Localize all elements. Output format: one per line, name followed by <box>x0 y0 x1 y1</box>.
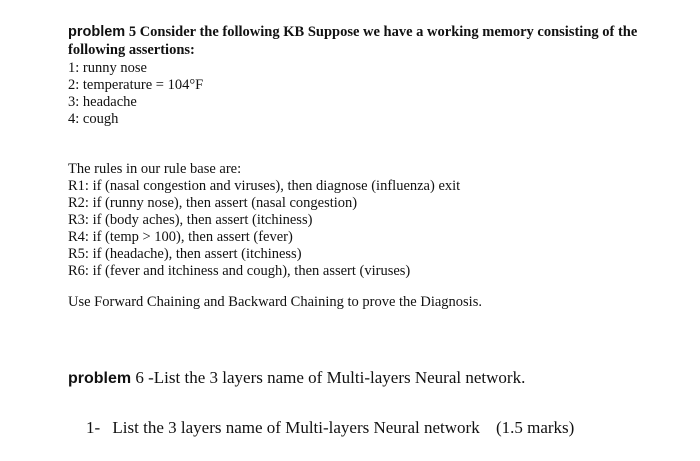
problem6-label: problem <box>68 370 132 387</box>
rule-r1: R1: if (nasal congestion and viruses), then diagnose (influenza) exit <box>68 178 461 194</box>
rule-r3: R3: if (body aches), then assert (itchiness) <box>68 212 313 228</box>
problem6-heading-text: 6 -List the 3 layers name of Multi-layers Neural network. <box>131 368 526 387</box>
problem6-item-text: List the 3 layers name of Multi-layers Neural network <box>112 418 480 437</box>
rule-r5: R5: if (headache), then assert (itchiness) <box>68 246 302 262</box>
rule-r4: R4: if (temp > 100), then assert (fever) <box>68 229 293 245</box>
assertion-3: 3: headache <box>68 94 137 110</box>
assertion-4: 4: cough <box>68 111 119 127</box>
rule-r2: R2: if (runny nose), then assert (nasal congestion) <box>68 195 358 211</box>
problem5-instruction: Use Forward Chaining and Backward Chaining to prove the Diagnosis. <box>68 294 482 310</box>
problem6-item-marks: (1.5 marks) <box>495 418 575 437</box>
assertion-1: 1: runny nose <box>68 60 147 76</box>
problem5-heading-line1 <box>68 24 637 41</box>
problem6-heading <box>68 368 525 389</box>
assertion-2: 2: temperature = 104°F <box>68 77 204 93</box>
problem5-label: problem <box>68 24 126 40</box>
problem6-item-number: 1- <box>86 418 101 437</box>
problem5-heading-text: 5 Consider the following KB Suppose we have a working memory consisting of the <box>125 24 638 40</box>
rule-r6: R6: if (fever and itchiness and cough), then assert (viruses) <box>68 263 411 279</box>
problem6-item-1 <box>86 418 574 438</box>
problem5-heading-line2: following assertions: <box>68 42 195 58</box>
rules-intro: The rules in our rule base are: <box>68 161 242 177</box>
